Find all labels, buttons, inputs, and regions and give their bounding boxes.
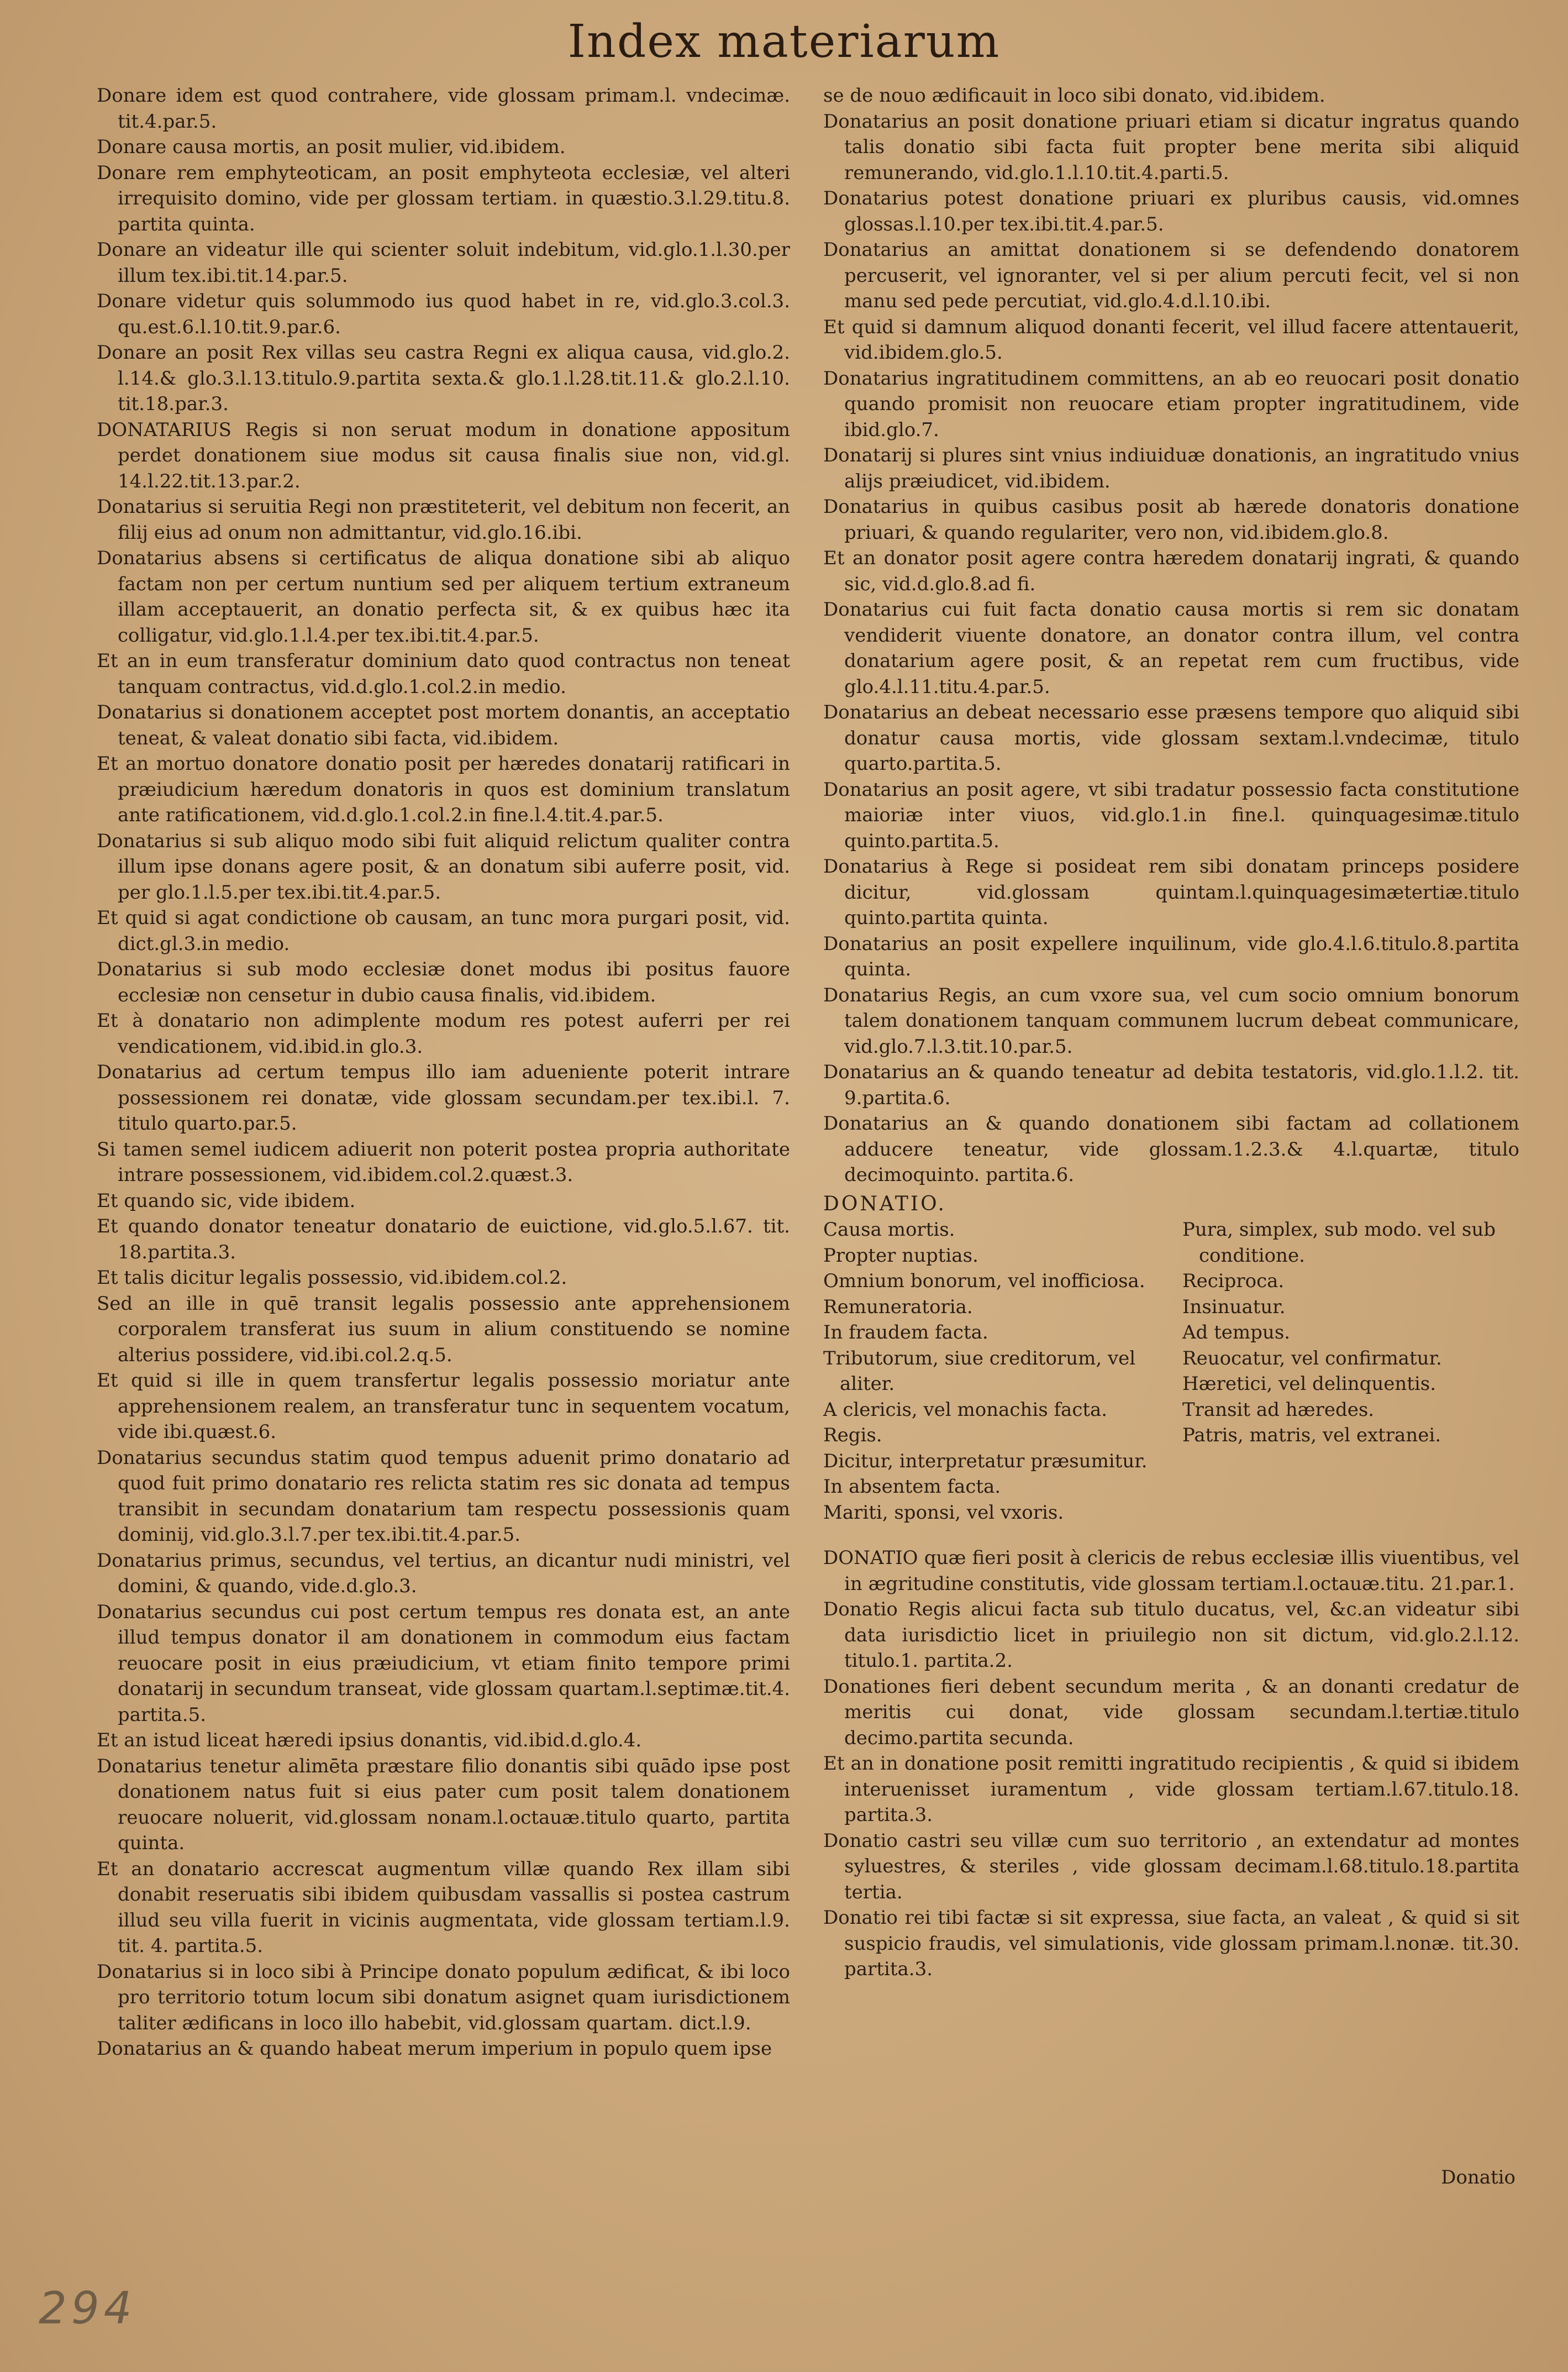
- index-entry: Donatarius an posit donatione priuari etiam si dicatur ingratus quando talis donatio sibi facta fuit propter bene merita sibi aliquid remunerando, vid.glo.1.l.10.tit.4.parti.5.: [823, 110, 1519, 184]
- index-entry: Donatarius an posit agere, vt sibi tradatur possessio facta constitutione maioriæ inter viuos, vid.glo.1.in fine.l. quinquagesimæ.titulo quinto.partita.5.: [823, 778, 1519, 852]
- page-number: 294: [39, 2282, 136, 2334]
- donatio-term: Transit ad hæredes.: [1182, 1398, 1375, 1421]
- index-entry: Et quando donator teneatur donatario de euictione, vid.glo.5.l.67. tit. 18.partita.3.: [97, 1215, 790, 1263]
- index-entry: Donatarius absens si certificatus de aliqua donatione sibi ab aliquo factam non per certum nuntium sed per aliquem tertium extraneum illam acceptauerit, an donatio perfecta sit, & ex quibus hæc ita colligatur, vid.glo.1.l.4.per tex.ibi.tit.4.par.5.: [97, 547, 790, 647]
- catchword: Donatio: [1441, 2166, 1516, 2189]
- donatio-term: Tributorum, siue creditorum, vel aliter.: [823, 1347, 1136, 1395]
- donatio-term: Remuneratoria.: [823, 1295, 973, 1318]
- donatio-heading: DONATIO.: [823, 1192, 946, 1215]
- index-entry: Et an in donatione posit remitti ingratitudo recipientis , & quid si ibidem interuenisset iuramentum , vide glossam tertiam.l.67.titulo.18. partita.3.: [823, 1752, 1519, 1826]
- index-entry: Et talis dicitur legalis possessio, vid.ibidem.col.2.: [97, 1267, 567, 1289]
- index-entry: Donatarius si in loco sibi à Principe donato populum ædificat, & ibi loco pro territorio totum locum sibi donatum asignet quam iurisdictionem taliter ædificans in loco illo habebit, vid.glossam quartam. dict.l.9.: [97, 1960, 790, 2034]
- index-entry: Donatio rei tibi factæ si sit expressa, siue facta, an valeat , & quid si sit suspicio fraudis, vel simulationis, vide glossam primam.l.nonæ. tit.30. partita.3.: [823, 1907, 1519, 1980]
- donatio-term: Mariti, sponsi, vel vxoris.: [823, 1501, 1064, 1524]
- index-entry: Donatarius an & quando teneatur ad debita testatoris, vid.glo.1.l.2. tit. 9.partita.6.: [823, 1061, 1519, 1109]
- right-entries: [823, 83, 1519, 1188]
- index-entry: Et quid si ille in quem transfertur legalis possessio moriatur ante apprehensionem realem, an transferatur tunc in sequentem vocatum, vide ibi.quæst.6.: [97, 1369, 790, 1443]
- donatio-term: Omnium bonorum, vel inofficiosa.: [823, 1270, 1145, 1292]
- index-entry: Donatarij si plures sint vnius indiuiduæ donationis, an ingratitudo vnius alijs præiudicet, vid.ibidem.: [823, 444, 1519, 492]
- index-entry: Donare videtur quis solummodo ius quod habet in re, vid.glo.3.col.3. qu.est.6.l.10.tit.9.par.6.: [97, 290, 790, 338]
- donatio-term: Insinuatur.: [1182, 1295, 1286, 1318]
- index-entry: Donatarius an & quando donationem sibi factam ad collationem adducere teneatur, vide glossam.1.2.3.& 4.l.quartæ, titulo decimoquinto. partita.6.: [823, 1112, 1519, 1186]
- index-entry: Donatarius si donationem acceptet post mortem donantis, an acceptatio teneat, & valeat donatio sibi facta, vid.ibidem.: [97, 701, 790, 749]
- right-entries-after: [823, 1545, 1519, 1982]
- index-entry: Donare an posit Rex villas seu castra Regni ex aliqua causa, vid.glo.2. l.14.& glo.3.l.13.titulo.9.partita sexta.& glo.1.l.28.tit.11.& glo.2.l.10. tit.18.par.3.: [97, 342, 790, 415]
- index-entry: Et quid si agat condictione ob causam, an tunc mora purgari posit, vid. dict.gl.3.in medio.: [97, 907, 790, 955]
- index-entry: Et quid si damnum aliquod donanti fecerit, vel illud facere attentauerit, vid.ibidem.glo.5.: [823, 316, 1519, 364]
- donatio-section: [823, 1192, 1519, 1526]
- right-column: [823, 83, 1519, 1982]
- donatio-term: Reciproca.: [1182, 1270, 1285, 1292]
- index-entry: DONATIO quæ fieri posit à clericis de rebus ecclesiæ illis viuentibus, vel in ægritudine constitutis, vide glossam tertiam.l.octauæ.titu. 21.par.1.: [823, 1547, 1519, 1595]
- donatio-term: Ad tempus.: [1182, 1321, 1291, 1344]
- donatio-term: In fraudem facta.: [823, 1321, 988, 1344]
- index-entry: Donatarius an amittat donationem si se defendendo donatorem percuserit, vel ignoranter, vel si per alium percuti fecit, vel si non manu sed pede percutiat, vid.glo.4.d.l.10.ibi.: [823, 239, 1519, 312]
- donatio-terms: [823, 1217, 1519, 1525]
- index-entry: Sed an ille in quē transit legalis possessio ante apprehensionem corporalem transferat ius suum in alium constituendo se nomine alterius possidere, vid.ibi.col.2.q.5.: [97, 1292, 790, 1366]
- index-entry: Donatarius an debeat necessario esse præsens tempore quo aliquid sibi donatur causa mortis, vide glossam sextam.l.vndecimæ, titulo quarto.partita.5.: [823, 701, 1519, 775]
- index-entry: Et à donatario non adimplente modum res potest auferri per rei vendicationem, vid.ibid.in glo.3.: [97, 1010, 790, 1058]
- index-entry: Donatarius si sub aliquo modo sibi fuit aliquid relictum qualiter contra illum ipse donans agere posit, & an donatum sibi auferre posit, vid. per glo.1.l.5.per tex.ibi.tit.4.par.5.: [97, 830, 790, 904]
- index-entry: Donatarius secundus statim quod tempus aduenit primo donatario ad quod fuit primo donatario res relicta statim res sic donata ad tempus transibit in secundam donatarium tam respectu possessionis quam dominij, vid.glo.3.l.7.per tex.ibi.tit.4.par.5.: [97, 1446, 790, 1546]
- left-column: [97, 83, 790, 2062]
- index-entry: Et quando sic, vide ibidem.: [97, 1189, 356, 1212]
- index-entry: Et an donatario accrescat augmentum villæ quando Rex illam sibi donabit reseruatis sibi ibidem quibusdam vassallis si postea castrum illud seu villa fuerit in vicinis augmentata, vide glossam tertiam.l.9. tit. 4. partita.5.: [97, 1857, 790, 1957]
- donatio-term: Dicitur, interpretatur præsumitur.: [823, 1450, 1148, 1472]
- donatio-term: Regis.: [823, 1424, 882, 1446]
- index-entry: Donatarius tenetur alimēta præstare filio donantis sibi quādo ipse post donationem natus fuit si eius pater cum posit talem donationem reuocare noluerit, vid.glossam nonam.l.octauæ.titulo quarto, partita quinta.: [97, 1755, 790, 1854]
- index-entry: se de nouo ædificauit in loco sibi donato, vid.ibidem.: [823, 85, 1325, 107]
- index-entry: Donare causa mortis, an posit mulier, vid.ibidem.: [97, 136, 566, 158]
- donatio-term: Propter nuptias.: [823, 1244, 978, 1267]
- index-entry: DONATARIUS Regis si non seruat modum in donatione appositum perdet donationem siue modus sit causa finalis siue non, vid.gl. 14.l.22.tit.13.par.2.: [97, 418, 790, 492]
- donatio-term: A clericis, vel monachis facta.: [823, 1398, 1108, 1421]
- index-entry: Donare rem emphyteoticam, an posit emphyteota ecclesiæ, vel alteri irrequisito domino, vide per glossam tertiam. in quæstio.3.l.29.titu.8. partita quinta.: [97, 161, 790, 235]
- index-entry: Donare idem est quod contrahere, vide glossam primam.l. vndecimæ. tit.4.par.5.: [97, 85, 790, 133]
- index-entry: Donatarius an posit expellere inquilinum, vide glo.4.l.6.titulo.8.partita quinta.: [823, 932, 1519, 980]
- donatio-term: In absentem facta.: [823, 1476, 1001, 1498]
- index-entry: Donatarius ingratitudinem committens, an ab eo reuocari posit donatio quando promisit non reuocare etiam propter ingratitudinem, vide ibid.glo.7.: [823, 367, 1519, 441]
- index-entry: Donatarius potest donatione priuari ex pluribus causis, vid.omnes glossas.l.10.per tex.ibi.tit.4.par.5.: [823, 187, 1519, 235]
- donatio-terms-col2: [1182, 1217, 1519, 1525]
- index-entry: Donare an videatur ille qui scienter soluit indebitum, vid.glo.1.l.30.per illum tex.ibi.tit.14.par.5.: [97, 239, 790, 287]
- index-entry: Et an istud liceat hæredi ipsius donantis, vid.ibid.d.glo.4.: [97, 1729, 642, 1751]
- index-entry: Donatarius si sub modo ecclesiæ donet modus ibi positus fauore ecclesiæ non censetur in dubio causa finalis, vid.ibidem.: [97, 958, 790, 1006]
- page-title: Index materiarum: [567, 15, 1001, 68]
- index-entry: Donatarius an & quando habeat merum imperium in populo quem ipse: [97, 2038, 772, 2060]
- index-entry: Donatarius Regis, an cum vxore sua, vel cum socio omnium bonorum talem donationem tanquam communem lucrum debeat communicare, vid.glo.7.l.3.tit.10.par.5.: [823, 984, 1519, 1058]
- donatio-term: Hæretici, vel delinquentis.: [1182, 1373, 1437, 1395]
- index-entry: Donatarius primus, secundus, vel tertius, an dicantur nudi ministri, vel domini, & quando, vide.d.glo.3.: [97, 1549, 790, 1597]
- donatio-terms-col1: [823, 1217, 1160, 1525]
- left-entries: [97, 83, 790, 2062]
- index-entry: Donatarius in quibus casibus posit ab hærede donatoris donatione priuari, & quando regulariter, vero non, vid.ibidem.glo.8.: [823, 496, 1519, 544]
- index-entry: Et an mortuo donatore donatio posit per hæredes donatarij ratificari in præiudicium hæredum donatoris in quos est dominium translatum ante ratificationem, vid.d.glo.1.col.2.in fine.l.4.tit.4.par.5.: [97, 753, 790, 826]
- index-entry: Si tamen semel iudicem adiuerit non poterit postea propria authoritate intrare possessionem, vid.ibidem.col.2.quæst.3.: [97, 1138, 790, 1186]
- index-entry: Donatio castri seu villæ cum suo territorio , an extendatur ad montes syluestres, & steriles , vide glossam decimam.l.68.titulo.18.partita tertia.: [823, 1829, 1519, 1903]
- donatio-term: Pura, simplex, sub modo. vel sub conditione.: [1182, 1219, 1496, 1267]
- donatio-term: Patris, matris, vel extranei.: [1182, 1424, 1441, 1446]
- index-entry: Donatarius à Rege si posideat rem sibi donatam princeps posidere dicitur, vid.glossam quintam.l.quinquagesimætertiæ.titulo quinto.partita quinta.: [823, 856, 1519, 929]
- donatio-term: Causa mortis.: [823, 1219, 955, 1241]
- index-entry: Donatarius si seruitia Regi non præstiteterit, vel debitum non fecerit, an filij eius ad onum non admittantur, vid.glo.16.ibi.: [97, 496, 790, 544]
- donatio-term: Reuocatur, vel confirmatur.: [1182, 1347, 1442, 1369]
- index-entry: Et an donator posit agere contra hæredem donatarij ingrati, & quando sic, vid.d.glo.8.ad fi.: [823, 547, 1519, 595]
- index-entry: Donatarius secundus cui post certum tempus res donata est, an ante illud tempus donator il am donationem in commodum eius factam reuocare posit in eius præiudicium, vt etiam finito tempore primi donatarij in secundum transeat, vide glossam quartam.l.septimæ.tit.4. partita.5.: [97, 1600, 790, 1726]
- index-entry: Donatarius cui fuit facta donatio causa mortis si rem sic donatam vendiderit viuente donatore, an donator contra illum, vel contra donatarium agere posit, & an repetat rem cum fructibus, vide glo.4.l.11.titu.4.par.5.: [823, 599, 1519, 698]
- index-entry: Donatio Regis alicui facta sub titulo ducatus, vel, &c.an videatur sibi data iurisdictio licet in priuilegio non sit dictum, vid.glo.2.l.12. titulo.1. partita.2.: [823, 1598, 1519, 1672]
- index-entry: Donationes fieri debent secundum merita , & an donanti credatur de meritis cui donat, vide glossam secundam.l.tertiæ.titulo decimo.partita secunda.: [823, 1675, 1519, 1749]
- index-entry: Donatarius ad certum tempus illo iam adueniente poterit intrare possessionem rei donatæ, vide glossam secundam.per tex.ibi.l. 7. titulo quarto.par.5.: [97, 1061, 790, 1135]
- index-entry: Et an in eum transferatur dominium dato quod contractus non teneat tanquam contractus, vid.d.glo.1.col.2.in medio.: [97, 650, 790, 698]
